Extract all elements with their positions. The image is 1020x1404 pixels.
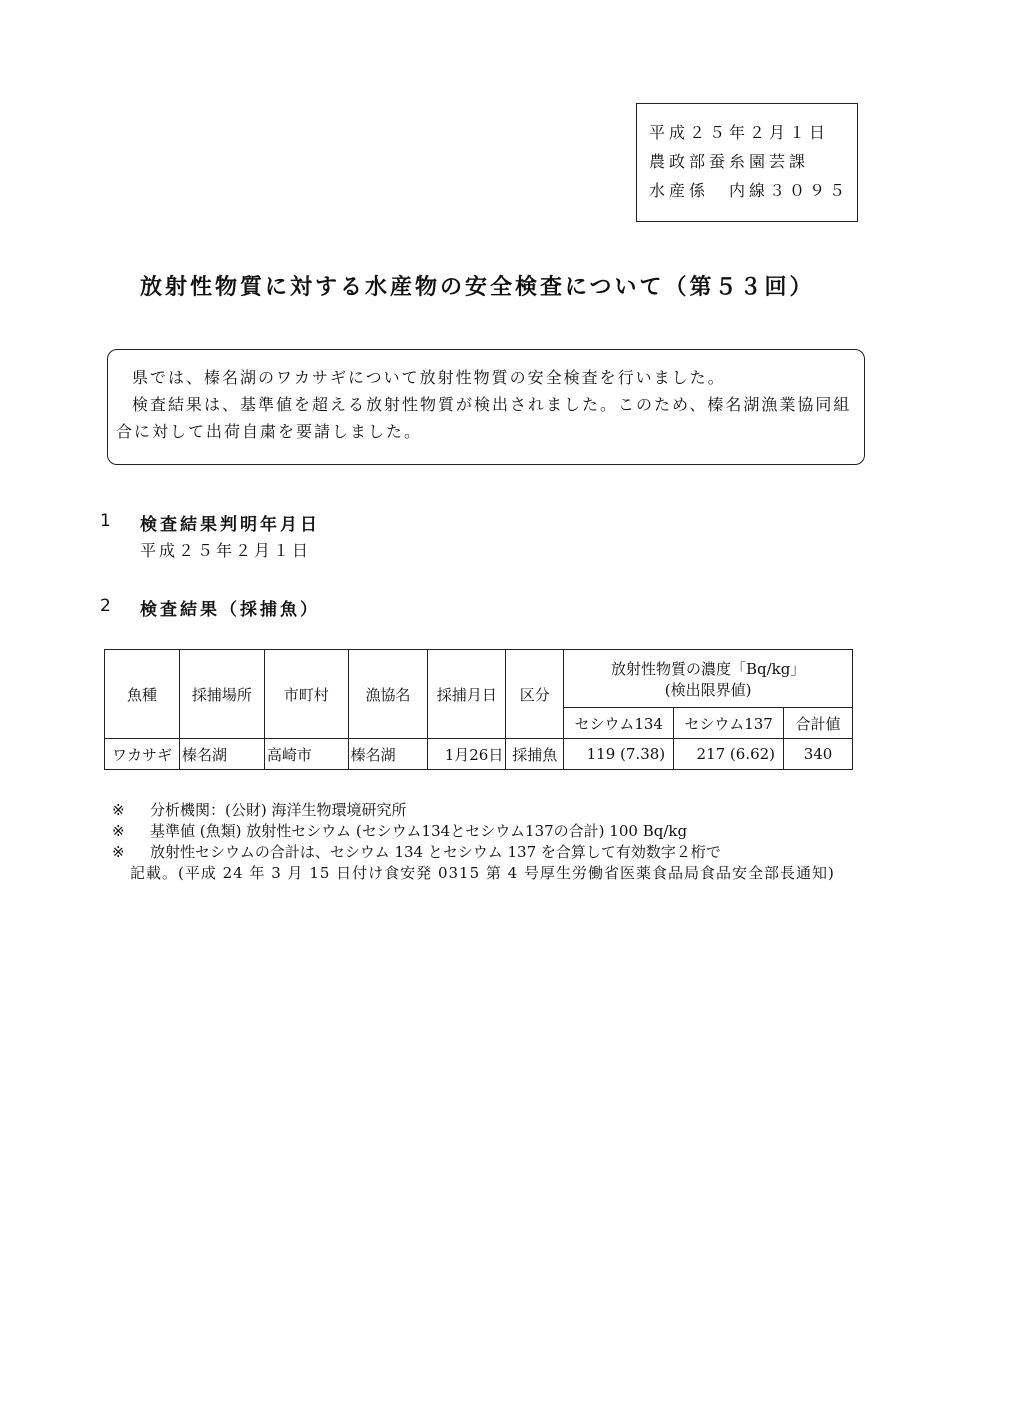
note-text: 基準値 (魚類) 放射性セシウム (セシウム134とセシウム137の合計) 100 Bq/kg <box>150 822 688 840</box>
header-concentration-line1: 放射性物質の濃度「Bq/kg」 <box>610 659 806 678</box>
section-2-number: 2 <box>100 596 111 616</box>
cell-coop: 榛名湖 <box>348 739 428 770</box>
section-1-number: 1 <box>100 511 111 531</box>
note-item <box>112 800 872 821</box>
result-date: 平成２５年２月１日 <box>140 541 312 560</box>
cell-date: 1月26日 <box>428 739 506 770</box>
issue-date: 平成２５年２月１日 <box>649 123 830 142</box>
note-item <box>112 842 872 863</box>
cell-total: 340 <box>784 739 853 770</box>
department-name: 農政部蚕糸園芸課 <box>649 152 810 171</box>
header-cs134: セシウム134 <box>564 708 674 739</box>
header-city: 市町村 <box>264 650 348 739</box>
note-text: 放射性セシウムの合計は、セシウム 134 とセシウム 137 を合算して有効数字２桁で <box>150 843 721 861</box>
header-total: 合計値 <box>784 708 853 739</box>
cell-category: 採捕魚 <box>506 739 564 770</box>
notes <box>112 800 872 884</box>
section-1-heading: 検査結果判明年月日 <box>140 515 320 535</box>
issuer-info-box <box>636 103 858 222</box>
header-coop: 漁協名 <box>348 650 428 739</box>
header-category: 区分 <box>506 650 564 739</box>
note-item <box>112 821 872 842</box>
cell-species: ワカサギ <box>105 739 180 770</box>
header-concentration-line2: (検出限界値) <box>664 680 752 699</box>
document-title: 放射性物質に対する水産物の安全検査について（第５３回） <box>140 275 815 300</box>
note-mark: ※ <box>112 843 125 861</box>
note-text: 分析機関：(公財) 海洋生物環境研究所 <box>150 801 407 819</box>
results-table <box>104 649 853 770</box>
header-cs137: セシウム137 <box>674 708 784 739</box>
note-continuation-text: 記載。(平成 24 年 3 月 15 日付け食安発 0315 第 4 号厚生労働省医薬食品局食品安全部長通知) <box>130 864 835 882</box>
cell-city: 高崎市 <box>264 739 348 770</box>
contact-extension: 水産係 内線３０９５ <box>649 181 850 200</box>
summary-box <box>107 349 865 465</box>
table-row <box>105 739 853 770</box>
header-date: 採捕月日 <box>428 650 506 739</box>
note-continuation <box>112 863 872 884</box>
note-mark: ※ <box>112 822 125 840</box>
cell-cs134: 119 (7.38) <box>564 739 674 770</box>
cell-place: 榛名湖 <box>179 739 264 770</box>
header-place: 採捕場所 <box>179 650 264 739</box>
section-2-heading: 検査結果（採捕魚） <box>140 600 320 620</box>
cell-cs137: 217 (6.62) <box>674 739 784 770</box>
header-concentration <box>564 650 853 708</box>
header-species: 魚種 <box>105 650 180 739</box>
summary-paragraph-2: 検査結果は、基準値を超える放射性物質が検出されました。このため、榛名湖漁業協同組合に対して出荷自粛を要請しました。 <box>116 395 852 441</box>
summary-paragraph-1: 県では、榛名湖のワカサギについて放射性物質の安全検査を行いました。 <box>132 368 726 387</box>
note-mark: ※ <box>112 801 125 819</box>
